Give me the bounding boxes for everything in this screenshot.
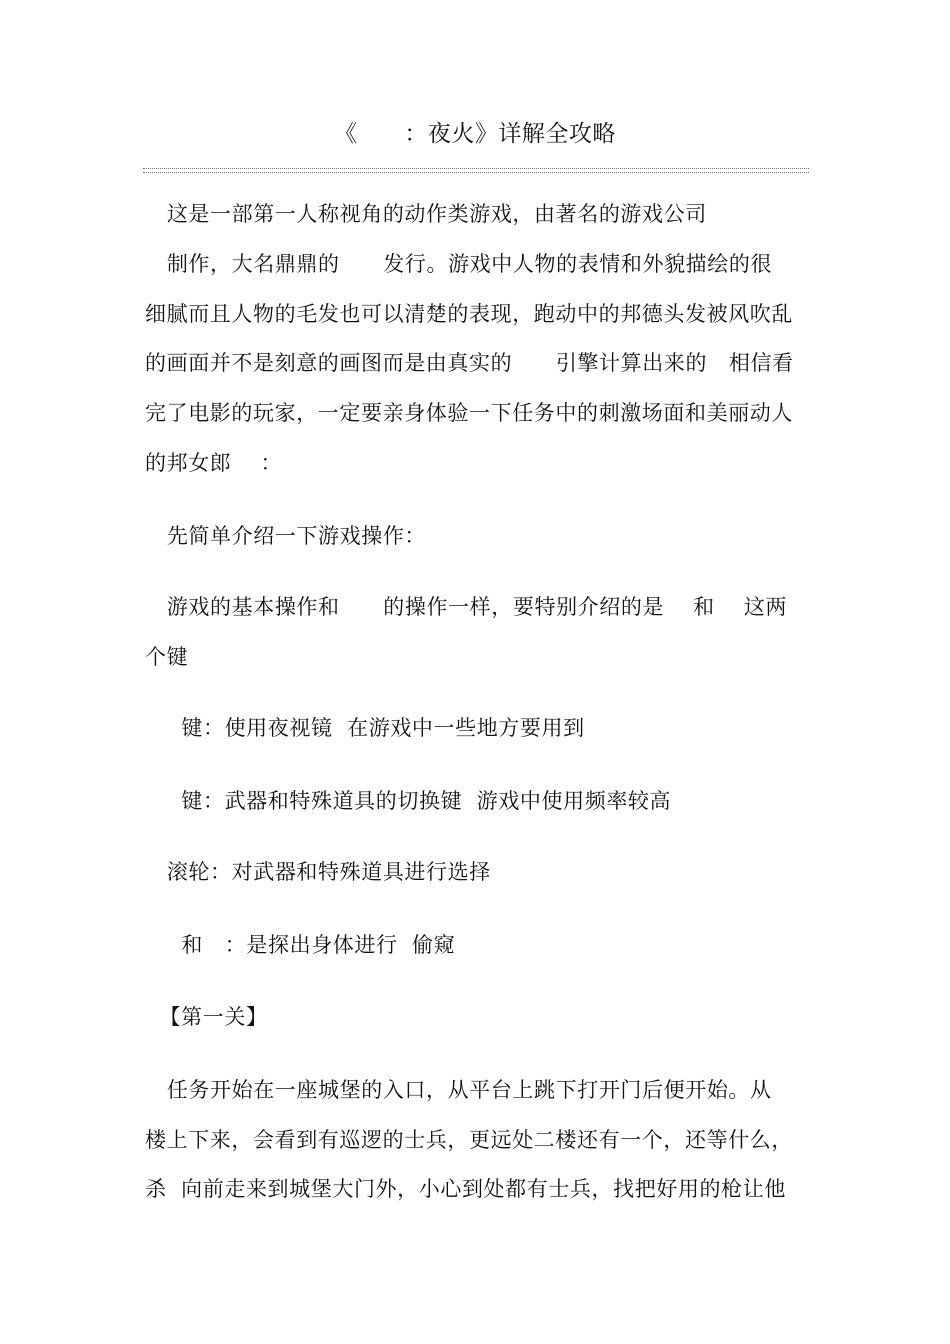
paragraph-line: 的邦女郎 ：: [145, 451, 283, 475]
paragraph-line: 细腻而且人物的毛发也可以清楚的表现，跑动中的邦德头发被风吹乱: [145, 302, 793, 326]
title-divider: [143, 168, 809, 173]
paragraph-line: 这是一部第一人称视角的动作类游戏，由著名的游戏公司: [145, 202, 707, 226]
paragraph-line: 完了电影的玩家，一定要亲身体验一下任务中的刺激场面和美丽动人: [145, 401, 793, 425]
paragraph-line: 楼上下来，会看到有巡逻的士兵，更远处二楼还有一个，还等什么，: [145, 1128, 793, 1152]
paragraph-line: 游戏的基本操作和 的操作一样，要特别介绍的是 和 这两: [145, 595, 788, 619]
paragraph-line: 先简单介绍一下游戏操作：: [145, 524, 427, 548]
key-description: 键：武器和特殊道具的切换键 游戏中使用频率较高: [145, 789, 672, 813]
paragraph-line: 的画面并不是刻意的画图而是由真实的 引擎计算出来的 相信看: [145, 351, 794, 375]
key-description: 滚轮：对武器和特殊道具进行选择: [145, 860, 491, 884]
document-title: 《 ：夜火》详解全攻略: [334, 121, 616, 147]
key-description: 和 ：是探出身体进行 偷窥: [145, 933, 456, 957]
key-description: 键：使用夜视镜 在游戏中一些地方要用到: [145, 716, 585, 740]
paragraph-line: 制作，大名鼎鼎的 发行。游戏中人物的表情和外貌描绘的很: [145, 252, 773, 276]
paragraph-line: 杀 向前走来到城堡大门外，小心到处都有士兵，找把好用的枪让他: [145, 1177, 786, 1201]
paragraph-line: 任务开始在一座城堡的入口，从平台上跳下打开门后便开始。从: [145, 1078, 772, 1102]
paragraph-line: 个键: [145, 645, 189, 669]
section-heading: 【第一关】: [145, 1005, 268, 1029]
